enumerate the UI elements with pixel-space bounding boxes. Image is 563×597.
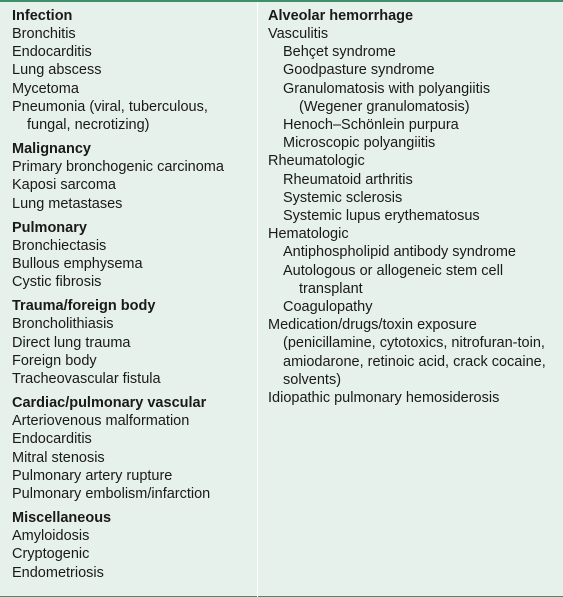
group-label: Rheumatologic: [268, 153, 365, 170]
section-heading: Alveolar hemorrhage: [268, 8, 414, 24]
right-column: [268, 7, 558, 407]
list-item: Lung metastases: [12, 195, 123, 212]
column-divider: [257, 2, 258, 597]
list-item: Systemic sclerosis: [283, 189, 403, 206]
group-label: Medication/drugs/toxin exposure (penicillamine, cytotoxics, nitrofuran-toin, amiodarone, retinoic acid, crack cocaine, solvents): [268, 317, 546, 388]
section-heading: Malignancy: [12, 141, 91, 158]
list-item: Pulmonary artery rupture: [12, 467, 173, 484]
list-item: Kaposi sarcoma: [12, 177, 116, 194]
list-item: Bronchiectasis: [12, 237, 107, 254]
list-item: Goodpasture syndrome: [283, 62, 435, 79]
section-cardiac: [12, 394, 257, 503]
section-heading: Cardiac/pulmonary vascular: [12, 395, 207, 412]
list-item: Bullous emphysema: [12, 256, 143, 273]
section-miscellaneous: [12, 509, 257, 582]
list-item: Granulomatosis with polyangiitis (Wegener granulomatosis): [283, 80, 491, 115]
section-heading: Pulmonary: [12, 219, 87, 236]
list-item: Direct lung trauma: [12, 334, 131, 351]
list-item: Cystic fibrosis: [12, 274, 102, 291]
list-item: Mycetoma: [12, 80, 79, 97]
list-item: Autologous or allogeneic stem cell transplant: [283, 262, 504, 297]
list-item: Coagulopathy: [283, 299, 373, 316]
section-heading: Miscellaneous: [12, 510, 112, 527]
list-item: Pneumonia (viral, tuberculous, fungal, necrotizing): [12, 98, 208, 134]
list-item: Lung abscess: [12, 62, 102, 79]
section-heading: Trauma/foreign body: [12, 298, 156, 315]
list-item: Rheumatoid arthritis: [283, 171, 413, 188]
list-item: Endocarditis: [12, 44, 92, 61]
list-item: Systemic lupus erythematosus: [283, 208, 480, 225]
list-item: Broncholithiasis: [12, 316, 114, 333]
section-heading: Infection: [12, 8, 73, 24]
list-item: Behçet syndrome: [283, 44, 396, 61]
list-item: Pulmonary embolism/infarction: [12, 486, 211, 503]
section-pulmonary: [12, 219, 257, 292]
list-item: Amyloidosis: [12, 528, 90, 545]
section-malignancy: [12, 140, 257, 213]
left-column: [12, 7, 257, 588]
list-item: Mitral stenosis: [12, 449, 105, 466]
section-infection: [12, 7, 257, 134]
section-trauma: [12, 297, 257, 388]
list-item: Primary bronchogenic carcinoma: [12, 159, 224, 176]
group-label: Vasculitis: [268, 26, 329, 42]
list-item: Antiphospholipid antibody syndrome: [283, 244, 516, 261]
list-item: Arteriovenous malformation: [12, 413, 190, 430]
list-item: Cryptogenic: [12, 546, 90, 563]
list-item: Henoch–Schönlein purpura: [283, 117, 459, 134]
list-item: Microscopic polyangiitis: [283, 135, 436, 152]
group-label: Idiopathic pulmonary hemosiderosis: [268, 390, 500, 407]
list-item: Tracheovascular fistula: [12, 371, 161, 388]
list-item: Endometriosis: [12, 564, 104, 581]
list-item: Foreign body: [12, 352, 97, 369]
group-label: Hematologic: [268, 226, 349, 243]
list-item: Endocarditis: [12, 431, 92, 448]
list-item: Bronchitis: [12, 26, 76, 42]
